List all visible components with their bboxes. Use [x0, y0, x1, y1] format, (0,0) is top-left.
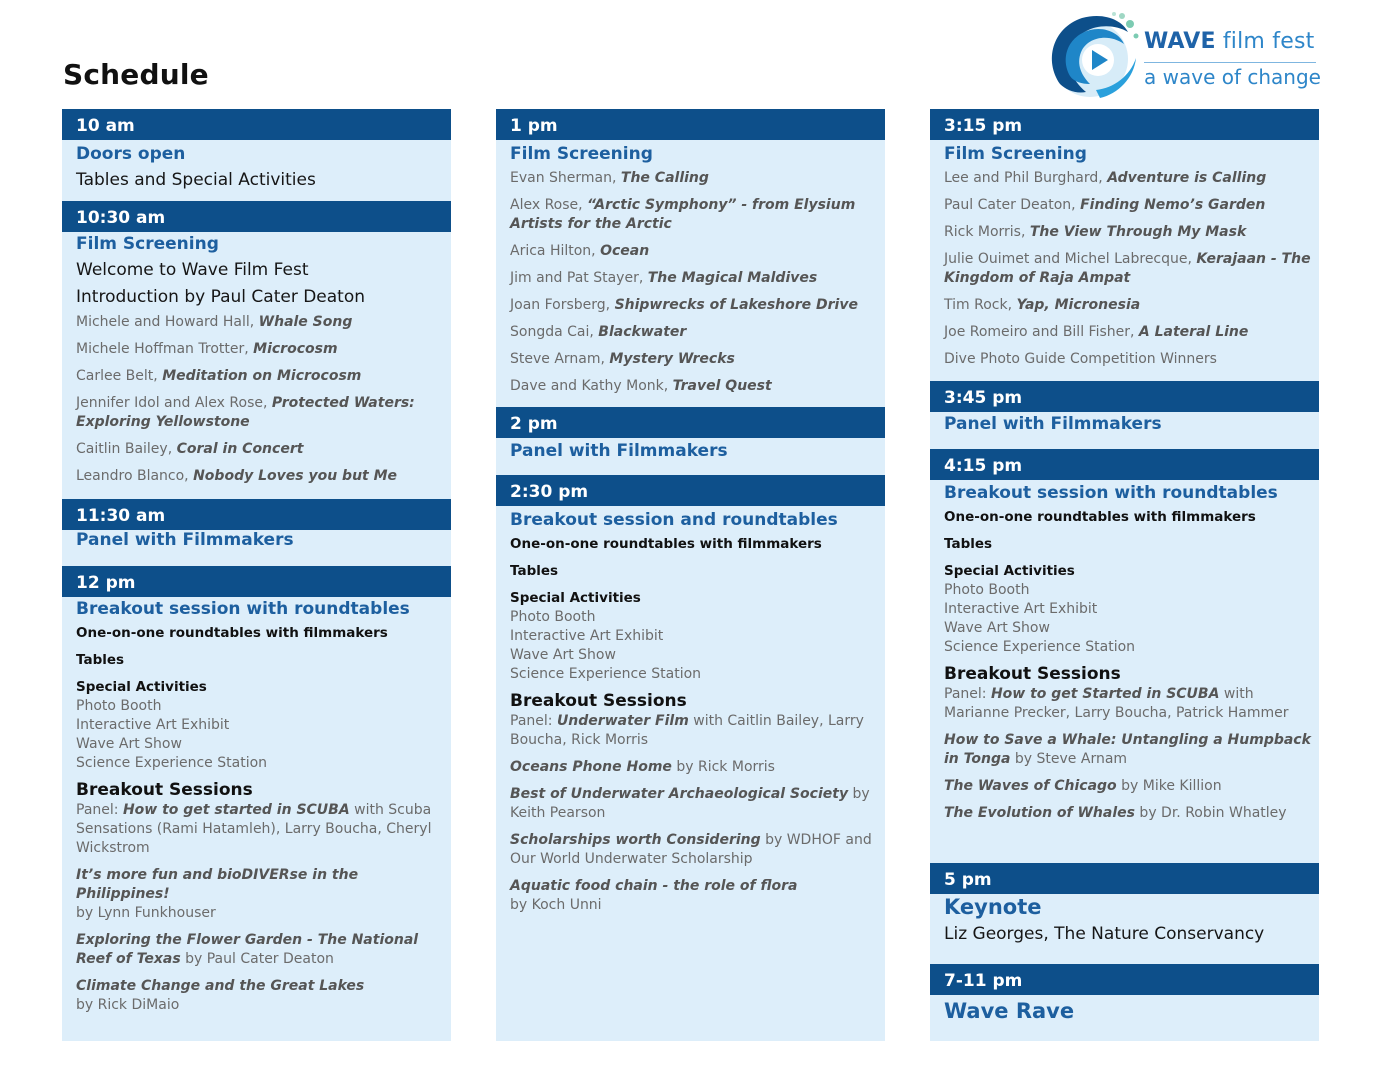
activity-item: Wave Art Show — [510, 647, 616, 663]
session-heading: Panel with Filmmakers — [76, 530, 294, 550]
activity-item: Science Experience Station — [76, 755, 268, 771]
film-entry: Jim and Pat Stayer, The Magical Maldives — [510, 270, 818, 286]
time-band: 10 am — [62, 109, 451, 140]
activity-item: Science Experience Station — [944, 639, 1136, 655]
session-heading: Film Screening — [510, 144, 653, 164]
session-entry: Scholarships worth Considering by WDHOF and Our World Underwater Scholarship — [510, 832, 872, 867]
wave-logo-icon — [1042, 6, 1142, 106]
time-band: 2:30 pm — [496, 475, 885, 506]
tables-label: Tables — [510, 563, 559, 579]
special-activities-label: Special Activities — [76, 679, 207, 695]
film-entry: Evan Sherman, The Calling — [510, 170, 709, 186]
session-heading: Film Screening — [76, 234, 219, 254]
film-screening-block — [76, 231, 445, 486]
film-entry: Arica Hilton, Ocean — [510, 243, 650, 259]
session-heading: Panel with Filmmakers — [944, 414, 1162, 434]
page-title: Schedule — [63, 58, 209, 91]
time-band: 3:45 pm — [930, 381, 1319, 412]
session-text: Introduction by Paul Cater Deaton — [76, 287, 366, 307]
film-entry: Michele and Howard Hall, Whale Song — [76, 314, 353, 330]
roundtables-label: One-on-one roundtables with filmmakers — [76, 625, 388, 641]
wave-rave-heading: Wave Rave — [944, 999, 1075, 1023]
breakout-block — [944, 480, 1313, 823]
film-entry: Julie Ouimet and Michel Labrecque, Kerajaan - The Kingdom of Raja Ampat — [944, 251, 1311, 286]
film-entry: Joe Romeiro and Bill Fisher, A Lateral Line — [944, 324, 1249, 340]
schedule-column-3 — [930, 109, 1319, 1041]
panel-block — [510, 438, 879, 464]
time-band: 1 pm — [496, 109, 885, 140]
activity-item: Photo Booth — [510, 609, 596, 625]
film-entry: Michele Hoffman Trotter, Microcosm — [76, 341, 338, 357]
special-activities-label: Special Activities — [510, 590, 641, 606]
tables-label: Tables — [944, 536, 993, 552]
schedule-column-2 — [496, 109, 885, 1041]
session-text: Tables and Special Activities — [76, 170, 316, 190]
session-entry: Aquatic food chain - the role of flora by Koch Unni — [510, 878, 798, 913]
breakout-sessions-heading: Breakout Sessions — [76, 780, 253, 800]
film-entry: Dave and Kathy Monk, Travel Quest — [510, 378, 772, 394]
time-band: 4:15 pm — [930, 449, 1319, 480]
time-band: 2 pm — [496, 407, 885, 438]
breakout-sessions-heading: Breakout Sessions — [510, 691, 687, 711]
session-text: Welcome to Wave Film Fest — [76, 260, 309, 280]
logo-divider — [1144, 62, 1316, 63]
time-band: 10:30 am — [62, 201, 451, 232]
activity-item: Photo Booth — [76, 698, 162, 714]
session-heading: Film Screening — [944, 144, 1087, 164]
session-heading: Panel with Filmmakers — [510, 441, 728, 461]
session-heading: Breakout session with roundtables — [944, 483, 1278, 503]
activity-item: Wave Art Show — [944, 620, 1050, 636]
film-entry: Steve Arnam, Mystery Wrecks — [510, 351, 735, 367]
session-heading: Breakout session with roundtables — [76, 599, 410, 619]
tables-label: Tables — [76, 652, 125, 668]
session-entry: It’s more fun and bioDIVERse in the Philippines! by Lynn Funkhouser — [76, 867, 359, 921]
session-entry: The Waves of Chicago by Mike Killion — [944, 778, 1222, 794]
activity-item: Interactive Art Exhibit — [510, 628, 664, 644]
logo-wordmark: WAVE film fest — [1144, 29, 1315, 54]
time-band: 12 pm — [62, 566, 451, 597]
roundtables-label: One-on-one roundtables with filmmakers — [944, 509, 1256, 525]
session-entry: Panel: Underwater Film with Caitlin Bailey, Larry Boucha, Rick Morris — [510, 713, 864, 748]
session-heading: Breakout session and roundtables — [510, 510, 838, 530]
session-entry: Exploring the Flower Garden - The National Reef of Texas by Paul Cater Deaton — [76, 932, 419, 967]
session-entry: Best of Underwater Archaeological Society by Keith Pearson — [510, 786, 870, 821]
film-entry: Alex Rose, “Arctic Symphony” - from Elysium Artists for the Arctic — [510, 197, 856, 232]
session-entry: The Evolution of Whales by Dr. Robin Whatley — [944, 805, 1287, 821]
doors-block — [76, 141, 445, 194]
roundtables-label: One-on-one roundtables with filmmakers — [510, 536, 822, 552]
activity-item: Photo Booth — [944, 582, 1030, 598]
film-entry: Tim Rock, Yap, Micronesia — [944, 297, 1141, 313]
film-entry: Carlee Belt, Meditation on Microcosm — [76, 368, 362, 384]
film-entry: Dive Photo Guide Competition Winners — [944, 351, 1217, 367]
time-band: 3:15 pm — [930, 109, 1319, 140]
film-entry: Lee and Phil Burghard, Adventure is Calling — [944, 170, 1267, 186]
session-entry: Panel: How to get started in SCUBA with Scuba Sensations (Rami Hatamleh), Larry Boucha, Cheryl Wickstrom — [76, 802, 432, 856]
logo-tagline: a wave of change — [1144, 65, 1321, 89]
schedule-column-1 — [62, 109, 451, 1041]
keynote-block — [944, 893, 1313, 948]
keynote-heading: Keynote — [944, 895, 1042, 919]
activity-item: Interactive Art Exhibit — [944, 601, 1098, 617]
session-entry: Climate Change and the Great Lakes by Rick DiMaio — [76, 978, 365, 1013]
activity-item: Interactive Art Exhibit — [76, 717, 230, 733]
breakout-block — [76, 596, 445, 1015]
session-heading: Doors open — [76, 144, 186, 164]
time-band: 7-11 pm — [930, 964, 1319, 995]
film-entry: Joan Forsberg, Shipwrecks of Lakeshore Drive — [510, 297, 858, 313]
film-screening-block — [944, 141, 1313, 369]
activity-item: Science Experience Station — [510, 666, 702, 682]
time-band: 5 pm — [930, 863, 1319, 894]
breakout-sessions-heading: Breakout Sessions — [944, 664, 1121, 684]
film-entry: Leandro Blanco, Nobody Loves you but Me — [76, 468, 398, 484]
wave-rave-block — [944, 997, 1313, 1025]
panel-block — [76, 527, 445, 553]
session-entry: Oceans Phone Home by Rick Morris — [510, 759, 775, 775]
session-entry: Panel: How to get Started in SCUBA with Marianne Precker, Larry Boucha, Patrick Hammer — [944, 686, 1289, 721]
film-entry: Songda Cai, Blackwater — [510, 324, 687, 340]
film-entry: Caitlin Bailey, Coral in Concert — [76, 441, 304, 457]
film-entry: Paul Cater Deaton, Finding Nemo’s Garden — [944, 197, 1266, 213]
wave-film-fest-logo — [1042, 6, 1322, 106]
film-screening-block — [510, 141, 879, 396]
time-band: 11:30 am — [62, 499, 451, 530]
keynote-speaker: Liz Georges, The Nature Conservancy — [944, 924, 1265, 944]
panel-block — [944, 411, 1313, 437]
activity-item: Wave Art Show — [76, 736, 182, 752]
film-entry: Rick Morris, The View Through My Mask — [944, 224, 1247, 240]
breakout-block — [510, 507, 879, 915]
session-entry: How to Save a Whale: Untangling a Humpback in Tonga by Steve Arnam — [944, 732, 1311, 767]
special-activities-label: Special Activities — [944, 563, 1075, 579]
film-entry: Jennifer Idol and Alex Rose, Protected Waters: Exploring Yellowstone — [76, 395, 415, 430]
